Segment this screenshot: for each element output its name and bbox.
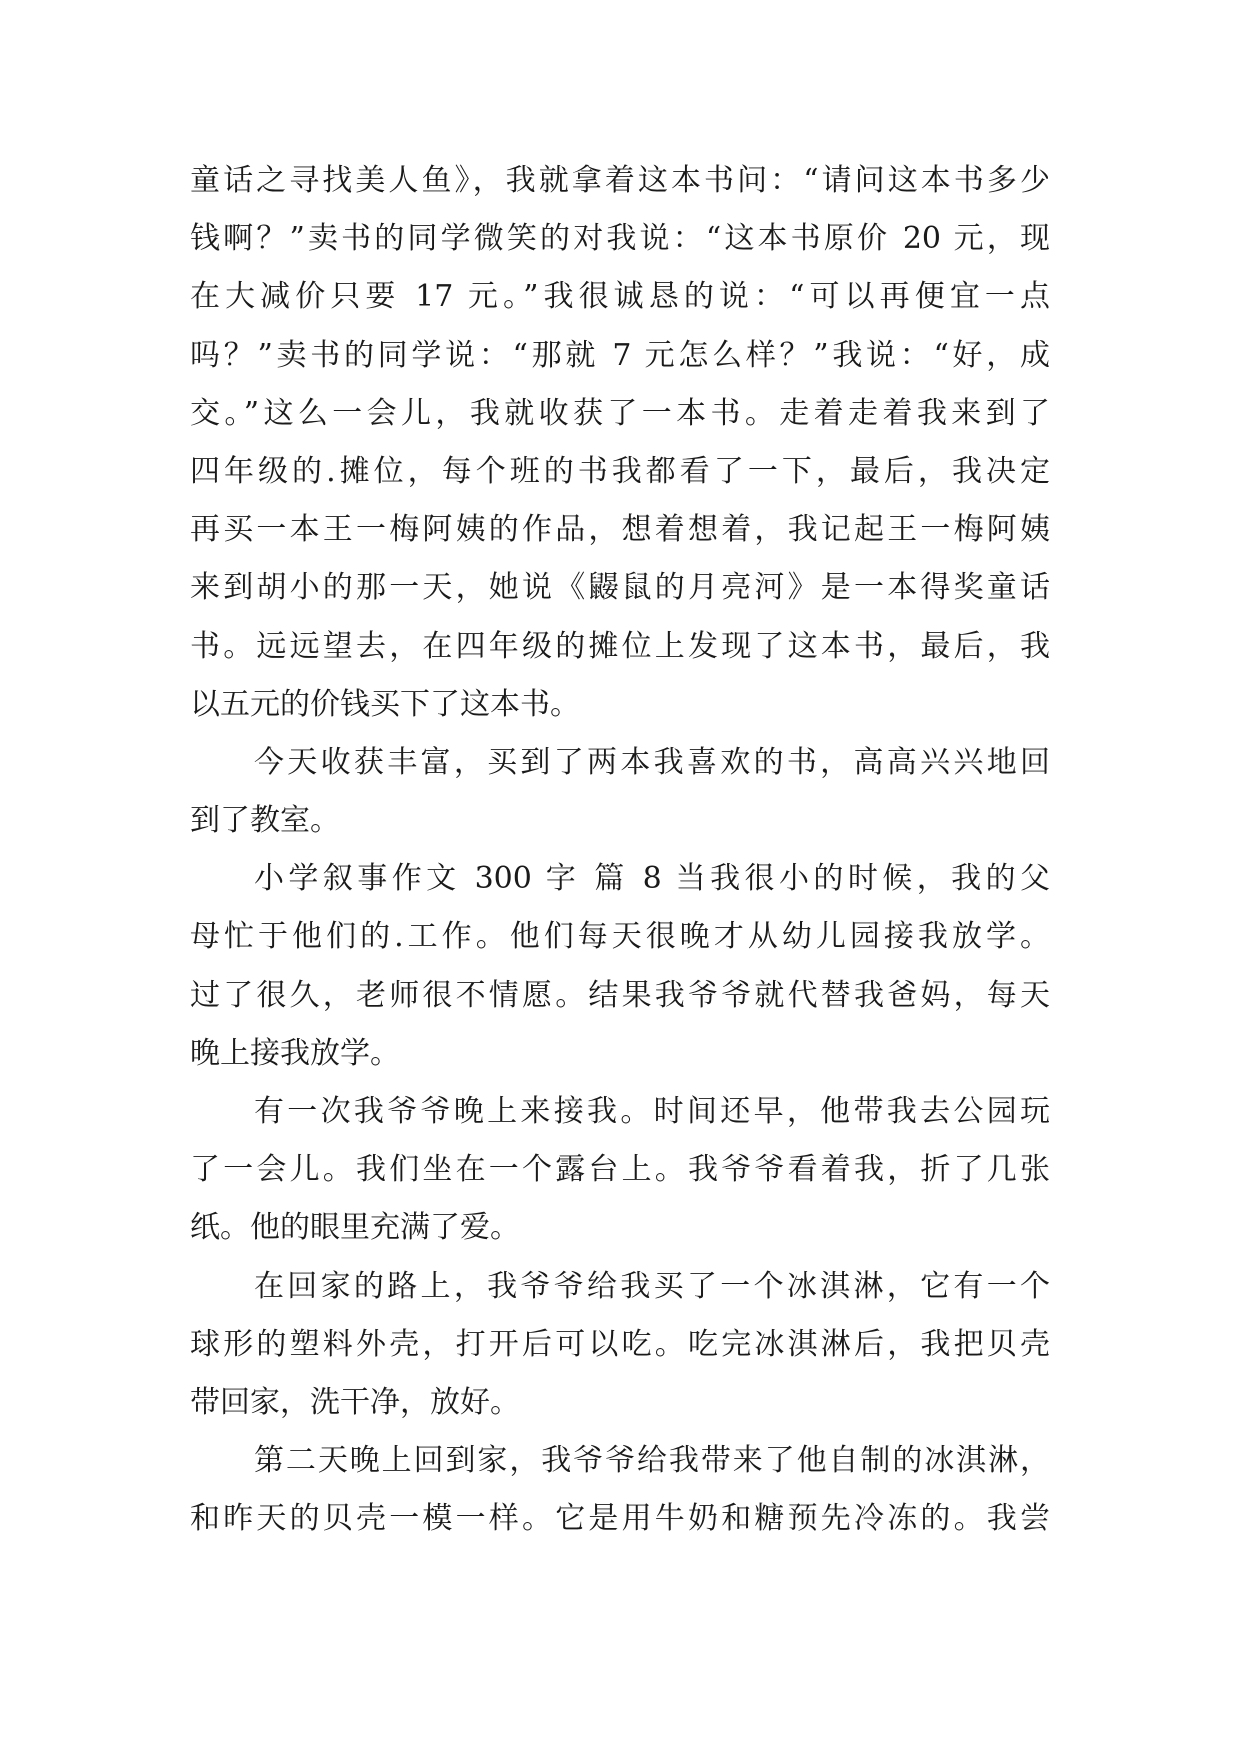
text-line: 了一会儿。我们坐在一个露台上。我爷爷看着我，折了几张 <box>190 1152 1050 1188</box>
text-line: 交。”这么一会儿，我就收获了一本书。走着走着我来到了 <box>190 395 1050 431</box>
text-line: 母忙于他们的.工作。他们每天很晚才从幼儿园接我放学。 <box>190 919 1050 955</box>
text-line: 有一次我爷爷晚上来接我。时间还早，他带我去公园玩 <box>254 1094 1050 1129</box>
text-line: 四年级的.摊位，每个班的书我都看了一下，最后，我决定 <box>190 453 1050 489</box>
text-line: 在回家的路上，我爷爷给我买了一个冰淇淋，它有一个 <box>254 1268 1050 1304</box>
text-line: 纸。他的眼里充满了爱。 <box>190 1210 520 1246</box>
text-line: 再买一本王一梅阿姨的作品，想着想着，我记起王一梅阿姨 <box>190 512 1050 548</box>
text-line: 晚上接我放学。 <box>190 1035 400 1071</box>
text-line: 在大减价只要 17 元。”我很诚恳的说：“可以再便宜一点 <box>190 279 1050 315</box>
text-line: 到了教室。 <box>190 803 340 839</box>
text-line: 今天收获丰富，买到了两本我喜欢的书，高高兴兴地回 <box>254 744 1050 780</box>
text-line: 童话之寻找美人鱼》，我就拿着这本书问：“请问这本书多少 <box>190 163 1050 198</box>
text-line: 第二天晚上回到家，我爷爷给我带来了他自制的冰淇淋， <box>254 1443 1050 1479</box>
text-line: 吗？”卖书的同学说：“那就 7 元怎么样？”我说：“好，成 <box>190 337 1050 373</box>
text-line: 球形的塑料外壳，打开后可以吃。吃完冰淇淋后，我把贝壳 <box>190 1326 1050 1362</box>
article-body <box>190 152 1050 1549</box>
text-line: 和昨天的贝壳一模一样。它是用牛奶和糖预先冷冻的。我尝 <box>190 1501 1050 1537</box>
text-line: 钱啊？”卖书的同学微笑的对我说：“这本书原价 20 元，现 <box>190 221 1050 257</box>
text-line: 以五元的价钱买下了这本书。 <box>190 686 580 722</box>
text-line: 来到胡小的那一天，她说《鼹鼠的月亮河》是一本得奖童话 <box>190 570 1050 606</box>
section-heading-line: 小学叙事作文 300 字 篇 8 当我很小的时候，我的父 <box>254 861 1050 897</box>
text-line: 带回家，洗干净，放好。 <box>190 1384 520 1420</box>
text-line: 过了很久，老师很不情愿。结果我爷爷就代替我爸妈，每天 <box>190 977 1050 1013</box>
text-line: 书。远远望去，在四年级的摊位上发现了这本书，最后，我 <box>190 628 1050 664</box>
